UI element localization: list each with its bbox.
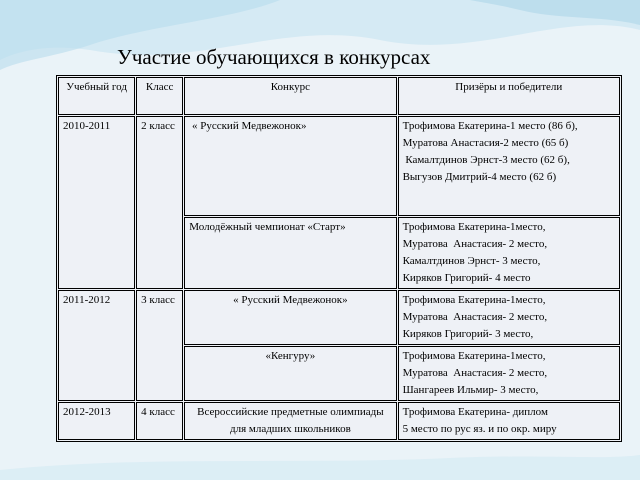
contest-cell (184, 116, 396, 216)
winner-line: Киряков Григорий- 3 место, (402, 328, 534, 340)
contest-name: Молодёжный чемпионат «Старт» (189, 221, 346, 233)
winner-line: Выгузов Дмитрий-4 место (62 б) (402, 171, 557, 183)
header-class: Класс (136, 77, 183, 115)
class-cell: 2 класс (136, 116, 183, 289)
winner-line: Муратова Анастасия- 2 место, (402, 238, 548, 250)
winners-cell (398, 290, 620, 345)
winner-line: Киряков Григорий- 4 место (402, 272, 531, 284)
contest-results-table (56, 75, 622, 442)
winner-line: Муратова Анастасия-2 место (65 б) (402, 137, 569, 149)
winner-line: Трофимова Екатерина-1 место (86 б), (402, 120, 578, 132)
winner-line: Камалтдинов Эрнст- 3 место, (402, 255, 541, 267)
winner-line: Трофимова Екатерина- диплом (402, 406, 548, 418)
class-cell: 4 класс (136, 402, 183, 440)
year-cell: 2010-2011 (58, 116, 135, 289)
winner-line: Муратова Анастасия- 2 место, (402, 311, 548, 323)
winners-cell (398, 402, 620, 440)
winners-cell (398, 346, 620, 401)
header-contest: Конкурс (184, 77, 396, 115)
winners-cell (398, 116, 620, 216)
page-title: Участие обучающихся в конкурсах (117, 45, 431, 69)
winner-line: Трофимова Екатерина-1место, (402, 294, 546, 306)
contest-cell (184, 346, 396, 401)
year-cell: 2011-2012 (58, 290, 135, 401)
winner-line: Трофимова Екатерина-1место, (402, 350, 546, 362)
winner-line: Трофимова Екатерина-1место, (402, 221, 546, 233)
contest-name: « Русский Медвежонок» (233, 294, 348, 306)
table-row (58, 116, 620, 216)
class-cell: 3 класс (136, 290, 183, 401)
winner-line: 5 место по рус яз. и по окр. миру (402, 423, 557, 435)
winner-line: Муратова Анастасия- 2 место, (402, 367, 548, 379)
contest-cell (184, 290, 396, 345)
year-cell: 2012-2013 (58, 402, 135, 440)
winner-line: Шангареев Ильмир- 3 место, (402, 384, 539, 396)
winners-cell (398, 217, 620, 289)
table-row (58, 402, 620, 440)
table-row (58, 290, 620, 345)
contest-name: « Русский Медвежонок» (189, 120, 307, 132)
table-header-row (58, 77, 620, 115)
header-year: Учебный год (58, 77, 135, 115)
contest-name: «Кенгуру» (265, 350, 316, 362)
contest-name: Всероссийские предметные олимпиады (197, 406, 384, 418)
contest-cell (184, 217, 396, 289)
header-winners: Призёры и победители (398, 77, 620, 115)
contest-cell (184, 402, 396, 440)
winner-line: Камалтдинов Эрнст-3 место (62 б), (402, 154, 570, 166)
contest-name: для младших школьников (229, 423, 351, 435)
